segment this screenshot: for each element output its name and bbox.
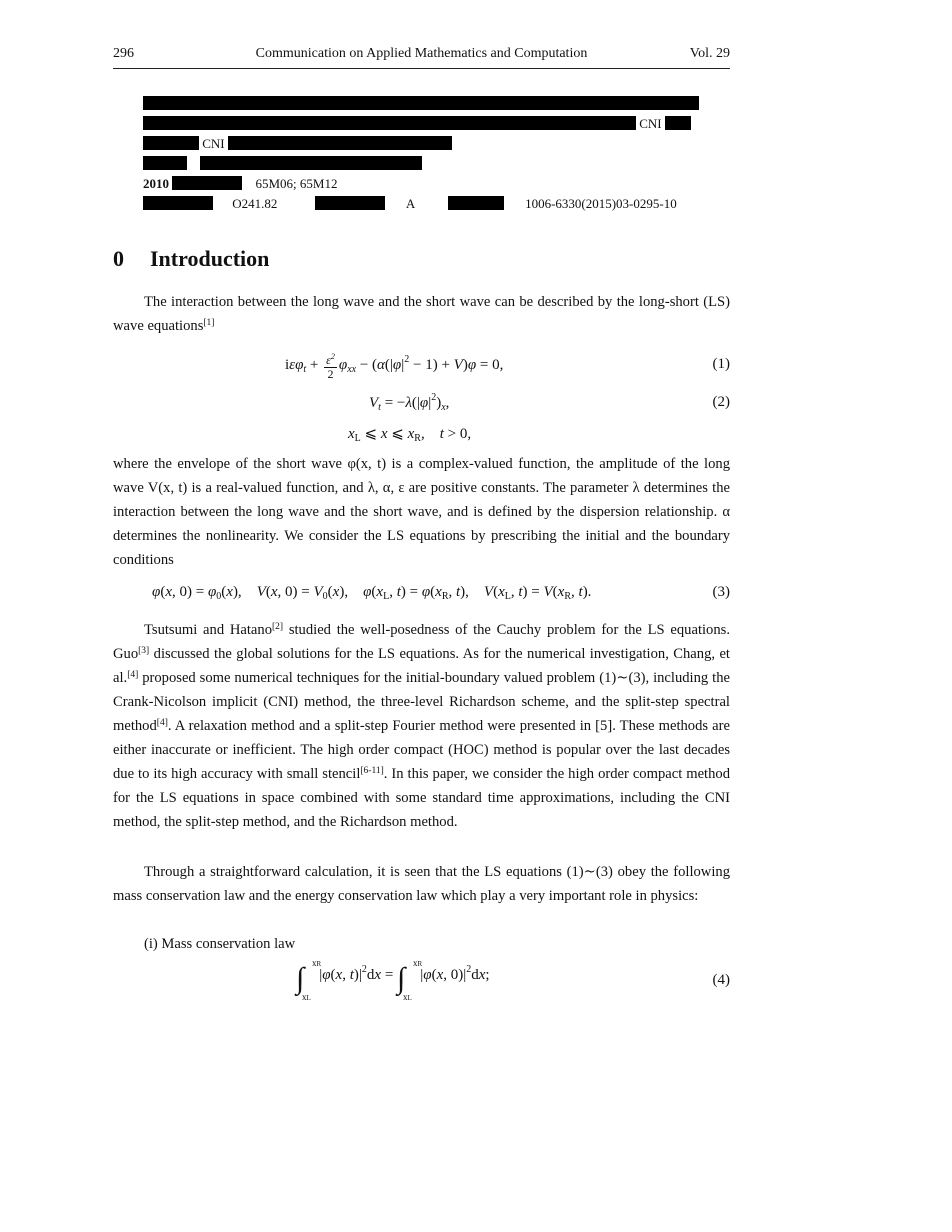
citation: [2] [272, 622, 284, 632]
page-number: 296 [113, 46, 134, 61]
paragraph-4: Through a straightforward calculation, it is seen that the LS equations (1)∼(3) obey the following mass conservation law and the energy conservation law which play a very important role in physics: [113, 864, 730, 904]
section-number: 0 [113, 246, 124, 271]
chinese-abstract [143, 94, 699, 214]
equation-number: (2) [712, 394, 730, 410]
msc-codes: 65M06; 65M12 [255, 176, 338, 191]
equation-number: (3) [712, 584, 730, 600]
paragraph-3: Tsutsumi and Hatano[2] studied the well-posedness of the Cauchy problem for the LS equations. Guo[3] discussed the global solutions for the LS equations. As for the numerical investigation, Chang, et al.[4] proposed some numerical techniques for the initial-boundary valued problem (1)∼(3), including the Crank-Nicolson implicit (CNI) method, the three-level Richardson scheme, and the split-step spectral method[4]. A relaxation method and a split-step Fourier method were presented in [5]. These methods are either inaccurate or inefficient. The high order compact (HOC) method is popular over the last decades due to its high accuracy with small stencil[6-11]. In this paper, we consider the high order compact method for the LS equations in space combined with some standard time approximations, including the CNI method, the split-step method, and the Richardson method. [113, 622, 730, 830]
citation: [3] [138, 646, 150, 656]
citation: [4] [156, 718, 168, 728]
equation-body: iεφ$_t$ + $\frac{\varepsilon^2}{2}$ $\varphi_{xx} - (\alpha(|\varphi|^2 - 1) + V)\varphi = 0$, [285, 352, 504, 381]
running-header [113, 44, 730, 69]
clc-code: O241.82 [232, 196, 278, 211]
equation-3 [113, 584, 730, 614]
redacted-text [665, 116, 691, 130]
redacted-text [228, 136, 452, 150]
section-heading [113, 246, 269, 272]
keywords-value [200, 156, 422, 170]
citation: [1] [203, 318, 215, 328]
equation-1 [113, 350, 730, 380]
keywords-label [143, 156, 187, 170]
abstract-line-1 [143, 94, 699, 114]
article-number: 1006-6330(2015)03-0295-10 [525, 196, 677, 211]
doc-code-label [315, 196, 385, 210]
equation-number: (1) [712, 356, 730, 372]
article-number-label [448, 196, 504, 210]
equation-2 [113, 392, 730, 422]
equation-body: $x_L$ ⩽ x ⩽ $x_R$, t > 0, [348, 426, 472, 444]
volume-label: Vol. 29 [689, 46, 730, 61]
abstract-term: CNI [202, 136, 225, 151]
equation-body: φ(x, $0) = \varphi_0(x)$, V(x, $0) = V_0(x)$, $\varphi(x_L$, $t) = \varphi(x_R$, t), $V(x_L$, $t) = V(x_R$, t). [152, 584, 592, 602]
equation-domain [113, 424, 730, 454]
paragraph-2: where the envelope of the short wave φ(x, t) is a complex-valued function, the amplitude of the long wave V(x, t) is a real-valued function, and λ, α, ε are positive constants. The parameter λ determines the interaction between the long wave and the short wave, and is defined by the dispersion relationship. α determines the nonlinearity. We consider the LS equations by prescribing the initial and the boundary conditions [113, 456, 730, 568]
section-title: Introduction [150, 246, 270, 271]
redacted-text [143, 136, 199, 150]
clc-label [143, 196, 213, 210]
redacted-text [143, 116, 636, 130]
doc-code: A [405, 196, 415, 211]
classification-line [143, 194, 699, 214]
equation-4 [113, 958, 730, 1008]
redacted-text [143, 96, 699, 110]
abstract-line-3 [143, 134, 699, 154]
msc-year: 2010 [143, 176, 169, 191]
equation-number: (4) [712, 972, 730, 988]
msc-line [143, 174, 699, 194]
paragraph-1: The interaction between the long wave and the short wave can be described by the long-short (LS) wave equations[1] [113, 294, 730, 334]
paragraph-5: (i) Mass conservation law [144, 936, 296, 952]
abstract-line-2 [143, 114, 699, 134]
keywords-line [143, 154, 699, 174]
journal-title: Communication on Applied Mathematics and Computation [255, 46, 588, 61]
equation-body: $V_t = -\lambda(|\varphi|^2)_x$, [369, 392, 450, 413]
equation-body: ∫ xR xL |φ(x, $t)|^2dx$ = ∫ xR xL |φ(x, $0)|^2dx$; [296, 958, 490, 1002]
citation: [4] [127, 670, 139, 680]
abstract-term: CNI [639, 116, 662, 131]
citation: [6-11] [360, 766, 384, 776]
msc-label [172, 176, 242, 190]
